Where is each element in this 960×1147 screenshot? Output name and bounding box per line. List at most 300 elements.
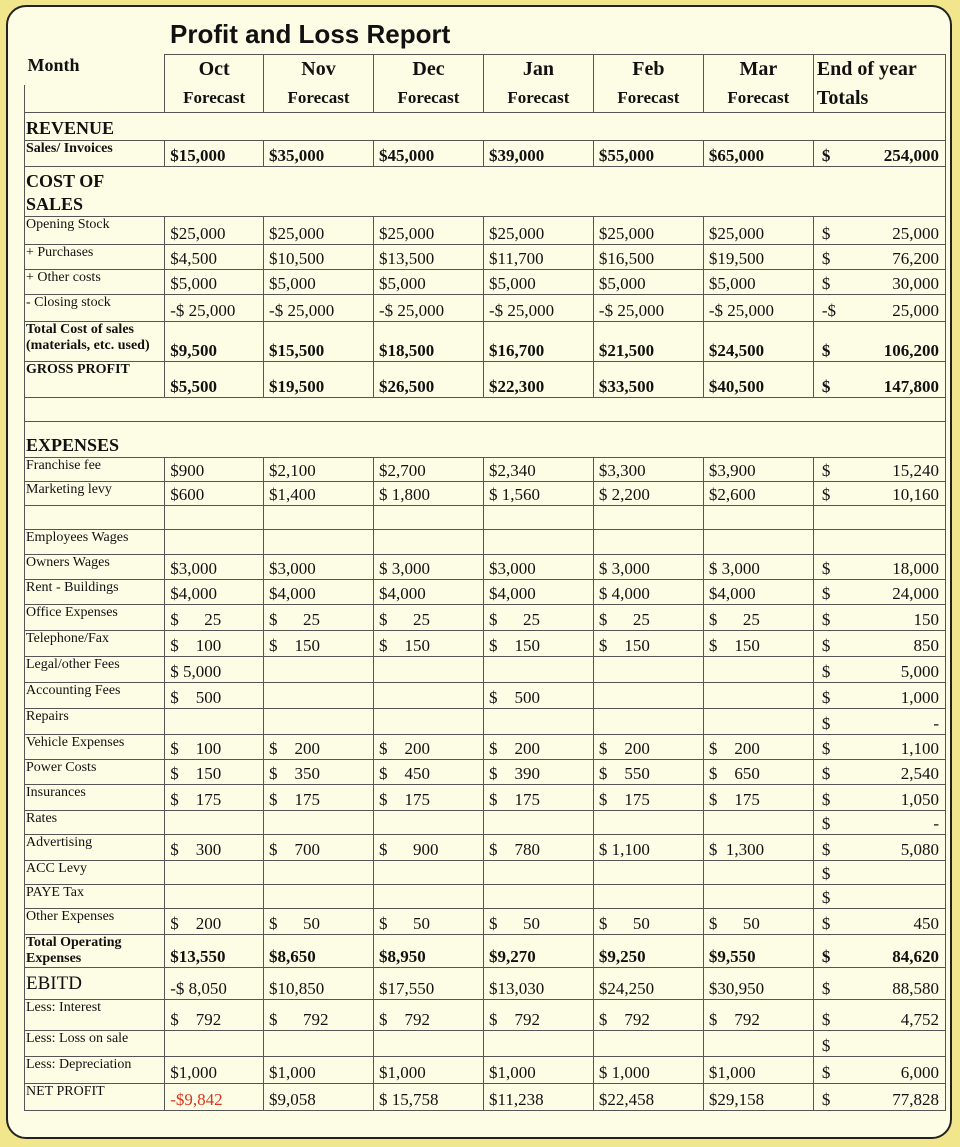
row-label: Owners Wages — [25, 555, 165, 580]
table-row-net-profit — [25, 1084, 946, 1111]
value-cell-jan: $25,000 — [483, 217, 593, 245]
value-cell-jan: $ 150 — [483, 631, 593, 657]
total-currency-sign: $ — [821, 764, 831, 783]
value-cell-jan: $ 25 — [483, 605, 593, 631]
report-sheet — [6, 5, 952, 1139]
month-nov: Nov — [264, 55, 374, 85]
value-cell-nov: $2,100 — [264, 458, 374, 482]
value-cell-oct: -$ 8,050 — [165, 968, 264, 1000]
value-cell-oct: $1,000 — [165, 1057, 264, 1084]
table-row-other-expenses — [25, 909, 946, 935]
table-row-acc-levy — [25, 861, 946, 885]
value-cell-feb: $33,500 — [593, 362, 703, 398]
table-row-closing-stock — [25, 295, 946, 322]
section-heading-cost-of-sales — [25, 167, 946, 217]
total-currency-sign: $ — [821, 947, 831, 966]
table-row-legal-other-fees — [25, 657, 946, 683]
row-label: Accounting Fees — [25, 683, 165, 709]
value-cell-mar: $ 3,000 — [703, 555, 813, 580]
value-cell-nov: $ 150 — [264, 631, 374, 657]
value-cell-jan: $1,000 — [483, 1057, 593, 1084]
spacer-row — [25, 398, 946, 422]
value-cell-feb: $ 792 — [593, 1000, 703, 1031]
total-value: 10,160 — [892, 485, 939, 504]
value-cell-nov: $9,058 — [264, 1084, 374, 1111]
total-value: 30,000 — [892, 274, 939, 293]
value-cell-oct: -$ 25,000 — [165, 295, 264, 322]
section-row — [25, 113, 946, 141]
total-value: 2,540 — [900, 764, 939, 783]
value-cell-dec: $ 50 — [374, 909, 484, 935]
total-currency-sign: $ — [821, 1010, 831, 1029]
total-cell — [813, 217, 945, 245]
table-row-vehicle-expenses — [25, 735, 946, 760]
total-value: 4,752 — [900, 1010, 939, 1029]
row-label: Vehicle Expenses — [25, 735, 165, 760]
total-value: 106,200 — [883, 341, 939, 360]
total-cell — [813, 245, 945, 270]
value-cell-mar: $ 200 — [703, 735, 813, 760]
value-cell-nov: $ 175 — [264, 785, 374, 811]
value-cell-nov: $35,000 — [264, 141, 374, 167]
value-cell-mar: $ 150 — [703, 631, 813, 657]
value-cell-jan — [483, 861, 593, 885]
value-cell-jan: $3,000 — [483, 555, 593, 580]
value-cell-oct — [165, 885, 264, 909]
value-cell-oct: $ 200 — [165, 909, 264, 935]
table-row-less-loss-on-sale — [25, 1031, 946, 1057]
value-cell-mar: $ 650 — [703, 760, 813, 785]
value-cell-jan: $ 390 — [483, 760, 593, 785]
row-label: Rates — [25, 811, 165, 835]
total-value: 1,050 — [900, 790, 939, 809]
value-cell-mar — [703, 811, 813, 835]
value-cell-mar: $ 175 — [703, 785, 813, 811]
total-cell — [813, 1031, 945, 1057]
value-cell-nov: $ 200 — [264, 735, 374, 760]
total-cell — [813, 580, 945, 605]
value-cell-mar — [703, 530, 813, 555]
total-currency-sign: $ — [821, 688, 831, 707]
total-currency-sign: $ — [821, 864, 831, 883]
value-cell-mar — [703, 683, 813, 709]
total-value: 18,000 — [892, 559, 939, 578]
report-title: Profit and Loss Report — [170, 19, 451, 49]
value-cell-oct — [165, 506, 264, 530]
row-label: PAYE Tax — [25, 885, 165, 909]
total-cell — [813, 555, 945, 580]
value-cell-dec: $26,500 — [374, 362, 484, 398]
total-cell — [813, 605, 945, 631]
table-row-accounting-fees — [25, 683, 946, 709]
table-row-paye-tax — [25, 885, 946, 909]
value-cell-oct: $ 300 — [165, 835, 264, 861]
table-row-gross-profit — [25, 362, 946, 398]
value-cell-mar: $30,950 — [703, 968, 813, 1000]
value-cell-feb — [593, 709, 703, 735]
row-label: Less: Loss on sale — [25, 1031, 165, 1057]
row-label: Total Cost of sales (materials, etc. used) — [25, 322, 165, 362]
value-cell-feb: $24,250 — [593, 968, 703, 1000]
value-cell-dec: $ 1,800 — [374, 482, 484, 506]
total-cell — [813, 909, 945, 935]
value-cell-mar: -$ 25,000 — [703, 295, 813, 322]
month-feb: Feb — [593, 55, 703, 85]
value-cell-feb: $22,458 — [593, 1084, 703, 1111]
row-label: Office Expenses — [25, 605, 165, 631]
value-cell-dec — [374, 811, 484, 835]
value-cell-dec: $1,000 — [374, 1057, 484, 1084]
value-cell-dec: $13,500 — [374, 245, 484, 270]
value-cell-jan — [483, 1031, 593, 1057]
total-cell — [813, 861, 945, 885]
value-cell-feb — [593, 861, 703, 885]
row-label: + Other costs — [25, 270, 165, 295]
total-currency-sign: $ — [821, 662, 831, 681]
month-dec: Dec — [374, 55, 484, 85]
value-cell-dec: $ 792 — [374, 1000, 484, 1031]
total-cell — [813, 968, 945, 1000]
value-cell-dec: $8,950 — [374, 935, 484, 968]
row-label: Legal/other Fees — [25, 657, 165, 683]
value-cell-feb: $25,000 — [593, 217, 703, 245]
total-currency-sign: $ — [821, 1036, 831, 1055]
value-cell-mar: $24,500 — [703, 322, 813, 362]
value-cell-dec: $5,000 — [374, 270, 484, 295]
value-cell-dec: $ 15,758 — [374, 1084, 484, 1111]
value-cell-oct: $ 792 — [165, 1000, 264, 1031]
table-row-insurances — [25, 785, 946, 811]
total-currency-sign: $ — [821, 814, 831, 833]
value-cell-dec: $25,000 — [374, 217, 484, 245]
value-cell-mar: $29,158 — [703, 1084, 813, 1111]
value-cell-dec — [374, 657, 484, 683]
value-cell-mar: $2,600 — [703, 482, 813, 506]
value-cell-feb: $9,250 — [593, 935, 703, 968]
total-cell — [813, 885, 945, 909]
value-cell-dec: $ 175 — [374, 785, 484, 811]
month-mar: Mar — [703, 55, 813, 85]
value-cell-feb: $3,300 — [593, 458, 703, 482]
total-cell — [813, 1057, 945, 1084]
value-cell-nov: $5,000 — [264, 270, 374, 295]
value-cell-oct: $9,500 — [165, 322, 264, 362]
value-cell-nov: $3,000 — [264, 555, 374, 580]
month-oct: Oct — [165, 55, 264, 85]
total-value: 147,800 — [883, 377, 939, 396]
totals-label: Totals — [813, 85, 945, 113]
section-row — [25, 422, 946, 458]
table-body — [25, 55, 946, 1111]
value-cell-feb — [593, 657, 703, 683]
row-label: Sales/ Invoices — [25, 141, 165, 167]
total-currency-sign: $ — [821, 485, 831, 504]
value-cell-mar: $9,550 — [703, 935, 813, 968]
value-cell-feb: $ 4,000 — [593, 580, 703, 605]
value-cell-nov: $1,000 — [264, 1057, 374, 1084]
row-label: Opening Stock — [25, 217, 165, 245]
total-cell — [813, 322, 945, 362]
value-cell-oct — [165, 861, 264, 885]
section-heading-text: EXPENSES — [26, 435, 120, 455]
row-label: Less: Depreciation — [25, 1057, 165, 1084]
value-cell-dec — [374, 506, 484, 530]
total-value: 5,000 — [900, 662, 939, 681]
value-cell-oct: $ 25 — [165, 605, 264, 631]
value-cell-mar — [703, 506, 813, 530]
total-cell — [813, 295, 945, 322]
value-cell-nov: $19,500 — [264, 362, 374, 398]
total-cell — [813, 760, 945, 785]
value-cell-oct: -$9,842 — [165, 1084, 264, 1111]
total-currency-sign: $ — [821, 224, 831, 243]
total-cell — [813, 785, 945, 811]
value-cell-mar: $1,000 — [703, 1057, 813, 1084]
total-currency-sign: $ — [821, 914, 831, 933]
value-cell-nov: $ 350 — [264, 760, 374, 785]
value-cell-jan: $ 50 — [483, 909, 593, 935]
total-currency-sign: $ — [821, 790, 831, 809]
value-cell-mar: $ 1,300 — [703, 835, 813, 861]
value-cell-oct — [165, 709, 264, 735]
value-cell-oct: $25,000 — [165, 217, 264, 245]
value-cell-jan: -$ 25,000 — [483, 295, 593, 322]
value-cell-jan — [483, 709, 593, 735]
value-cell-feb — [593, 1031, 703, 1057]
value-cell-nov — [264, 1031, 374, 1057]
value-cell-oct: $15,000 — [165, 141, 264, 167]
value-cell-oct: $4,000 — [165, 580, 264, 605]
total-cell — [813, 1084, 945, 1111]
section-heading-text: COST OF SALES — [26, 171, 104, 214]
row-label: ACC Levy — [25, 861, 165, 885]
value-cell-feb — [593, 811, 703, 835]
row-label: - Closing stock — [25, 295, 165, 322]
value-cell-nov: $ 700 — [264, 835, 374, 861]
value-cell-jan: $11,238 — [483, 1084, 593, 1111]
value-cell-oct — [165, 1031, 264, 1057]
value-cell-nov — [264, 885, 374, 909]
table-row-ebitd — [25, 968, 946, 1000]
forecast-feb: Forecast — [593, 85, 703, 113]
value-cell-nov — [264, 709, 374, 735]
total-value: 15,240 — [892, 461, 939, 480]
header-row-months — [25, 55, 946, 85]
total-currency-sign: $ — [821, 739, 831, 758]
value-cell-oct: $ 500 — [165, 683, 264, 709]
value-cell-mar: $19,500 — [703, 245, 813, 270]
row-label: Rent - Buildings — [25, 580, 165, 605]
value-cell-mar: $ 792 — [703, 1000, 813, 1031]
total-cell — [813, 530, 945, 555]
value-cell-jan — [483, 657, 593, 683]
value-cell-dec: $2,700 — [374, 458, 484, 482]
total-currency-sign: $ — [821, 461, 831, 480]
total-currency-sign: $ — [821, 274, 831, 293]
table-row-less-interest — [25, 1000, 946, 1031]
value-cell-mar: $40,500 — [703, 362, 813, 398]
value-cell-dec — [374, 885, 484, 909]
table-row-rent-buildings — [25, 580, 946, 605]
table-row-franchise-fee — [25, 458, 946, 482]
value-cell-mar: $ 25 — [703, 605, 813, 631]
total-cell — [813, 835, 945, 861]
total-cell — [813, 683, 945, 709]
row-label — [25, 506, 165, 530]
section-heading-revenue — [25, 113, 946, 141]
value-cell-dec: $45,000 — [374, 141, 484, 167]
value-cell-mar: $ 50 — [703, 909, 813, 935]
value-cell-jan: $ 175 — [483, 785, 593, 811]
value-cell-feb: $ 2,200 — [593, 482, 703, 506]
value-cell-oct: $ 175 — [165, 785, 264, 811]
pl-table — [24, 54, 946, 1111]
total-cell — [813, 482, 945, 506]
value-cell-jan: $4,000 — [483, 580, 593, 605]
value-cell-jan: $2,340 — [483, 458, 593, 482]
row-label: EBITD — [25, 968, 165, 1000]
table-row-total-operating-expenses — [25, 935, 946, 968]
total-currency-sign: $ — [821, 146, 831, 165]
header-row-forecast — [25, 85, 946, 113]
value-cell-oct: $ 100 — [165, 631, 264, 657]
value-cell-nov: $ 50 — [264, 909, 374, 935]
value-cell-nov: $25,000 — [264, 217, 374, 245]
value-cell-jan: $ 792 — [483, 1000, 593, 1031]
total-currency-sign: $ — [821, 840, 831, 859]
value-cell-jan — [483, 506, 593, 530]
value-cell-oct: $13,550 — [165, 935, 264, 968]
value-cell-dec: $ 900 — [374, 835, 484, 861]
total-currency-sign: $ — [821, 1063, 831, 1082]
value-cell-feb: $ 200 — [593, 735, 703, 760]
value-cell-jan: $ 1,560 — [483, 482, 593, 506]
table-row-power-costs — [25, 760, 946, 785]
total-value: 84,620 — [892, 947, 939, 966]
row-label: Less: Interest — [25, 1000, 165, 1031]
section-heading-text: REVENUE — [26, 118, 115, 138]
total-value: 5,080 — [900, 840, 939, 859]
total-cell — [813, 1000, 945, 1031]
total-cell — [813, 631, 945, 657]
value-cell-feb: $ 1,100 — [593, 835, 703, 861]
value-cell-dec — [374, 683, 484, 709]
total-currency-sign: $ — [821, 610, 831, 629]
value-cell-oct: $5,000 — [165, 270, 264, 295]
value-cell-jan: $5,000 — [483, 270, 593, 295]
month-jan: Jan — [483, 55, 593, 85]
total-cell — [813, 458, 945, 482]
row-label: Employees Wages — [25, 530, 165, 555]
section-row — [25, 167, 946, 217]
value-cell-nov — [264, 506, 374, 530]
value-cell-dec: $ 150 — [374, 631, 484, 657]
value-cell-mar: $4,000 — [703, 580, 813, 605]
total-value: 24,000 — [892, 584, 939, 603]
value-cell-jan: $16,700 — [483, 322, 593, 362]
table-row-other-costs — [25, 270, 946, 295]
value-cell-dec: $ 25 — [374, 605, 484, 631]
row-label: Other Expenses — [25, 909, 165, 935]
row-label: GROSS PROFIT — [25, 362, 165, 398]
value-cell-jan: $ 780 — [483, 835, 593, 861]
value-cell-jan — [483, 530, 593, 555]
value-cell-jan: $9,270 — [483, 935, 593, 968]
total-cell — [813, 506, 945, 530]
row-label: Marketing levy — [25, 482, 165, 506]
value-cell-oct: $ 5,000 — [165, 657, 264, 683]
row-label: Power Costs — [25, 760, 165, 785]
value-cell-feb: $ 1,000 — [593, 1057, 703, 1084]
total-currency-sign: $ — [821, 377, 831, 396]
total-value: 1,100 — [900, 739, 939, 758]
value-cell-feb: $ 150 — [593, 631, 703, 657]
value-cell-nov — [264, 811, 374, 835]
total-value: 77,828 — [892, 1090, 939, 1109]
value-cell-mar: $65,000 — [703, 141, 813, 167]
value-cell-mar: $25,000 — [703, 217, 813, 245]
value-cell-nov — [264, 657, 374, 683]
value-cell-nov — [264, 530, 374, 555]
table-row-repairs — [25, 709, 946, 735]
total-value: 25,000 — [892, 301, 939, 320]
total-cell — [813, 935, 945, 968]
value-cell-mar — [703, 885, 813, 909]
value-cell-jan: $ 500 — [483, 683, 593, 709]
value-cell-oct: $900 — [165, 458, 264, 482]
value-cell-jan: $39,000 — [483, 141, 593, 167]
value-cell-feb — [593, 530, 703, 555]
table-row-office-expenses — [25, 605, 946, 631]
total-cell — [813, 811, 945, 835]
value-cell-feb: $16,500 — [593, 245, 703, 270]
value-cell-dec — [374, 861, 484, 885]
value-cell-dec: $ 3,000 — [374, 555, 484, 580]
forecast-mar: Forecast — [703, 85, 813, 113]
spacer-cell — [25, 398, 946, 422]
value-cell-mar: $3,900 — [703, 458, 813, 482]
row-label: + Purchases — [25, 245, 165, 270]
value-cell-nov: $1,400 — [264, 482, 374, 506]
total-value: 76,200 — [892, 249, 939, 268]
value-cell-nov — [264, 861, 374, 885]
value-cell-feb: $5,000 — [593, 270, 703, 295]
table-row-sales-invoices — [25, 141, 946, 167]
total-value: 6,000 — [900, 1063, 939, 1082]
value-cell-nov: $8,650 — [264, 935, 374, 968]
value-cell-jan: $13,030 — [483, 968, 593, 1000]
total-currency-sign: $ — [821, 714, 831, 733]
total-cell — [813, 735, 945, 760]
value-cell-jan: $22,300 — [483, 362, 593, 398]
value-cell-dec — [374, 709, 484, 735]
total-currency-sign: $ — [821, 1090, 831, 1109]
value-cell-feb: -$ 25,000 — [593, 295, 703, 322]
total-value: 88,580 — [892, 979, 939, 998]
total-cell — [813, 709, 945, 735]
total-currency-sign: $ — [821, 979, 831, 998]
total-currency-sign: $ — [821, 636, 831, 655]
total-currency-sign: $ — [821, 888, 831, 907]
value-cell-oct: $5,500 — [165, 362, 264, 398]
table-row-telephone-fax — [25, 631, 946, 657]
value-cell-nov: -$ 25,000 — [264, 295, 374, 322]
value-cell-mar — [703, 709, 813, 735]
total-currency-sign: $ — [821, 584, 831, 603]
value-cell-jan: $11,700 — [483, 245, 593, 270]
row-label: NET PROFIT — [25, 1084, 165, 1111]
value-cell-feb: $ 3,000 — [593, 555, 703, 580]
